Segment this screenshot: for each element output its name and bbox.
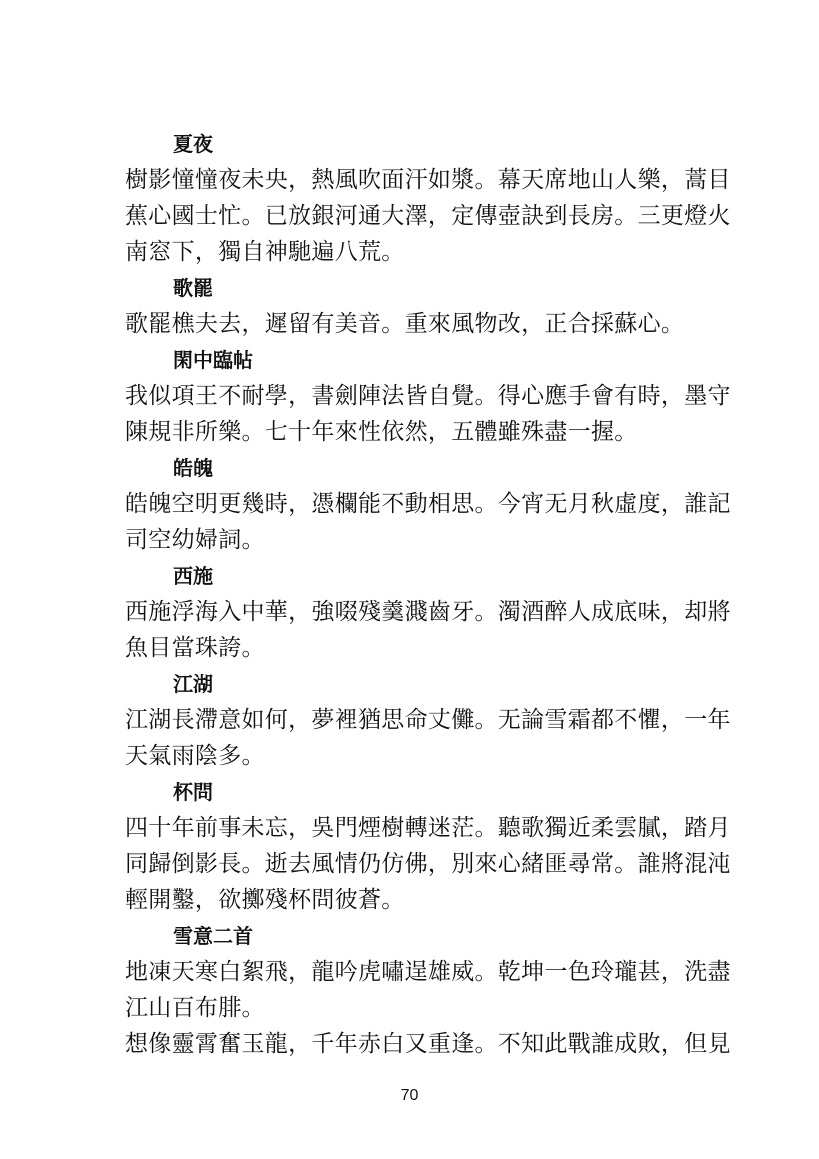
poem-line: 江湖長滯意如何，夢裡猶思命丈儺。无論雪霜都不懼，一年	[125, 707, 731, 733]
poem-title: 雪意二首	[173, 924, 253, 948]
poem-line: 四十年前事未忘，吳門煙樹轉迷茫。聽歌獨近柔雲膩，踏月	[125, 815, 731, 841]
poem-xishi	[125, 558, 731, 666]
poem-title: 閑中臨帖	[173, 348, 253, 372]
poem-xianzhong-linte	[125, 342, 731, 450]
poem-title: 歌罷	[173, 276, 213, 300]
poem-xiaye	[125, 126, 731, 270]
poem-xueyi-ershou	[125, 918, 731, 1062]
poem-title: 皓魄	[173, 456, 213, 480]
poem-line: 江山百布腓。	[125, 995, 265, 1021]
poem-line: 西施浮海入中華，強啜殘羹濺齒牙。濁酒醉人成底味，却將	[125, 599, 731, 625]
poem-geba	[125, 270, 725, 342]
poem-line: 輕開鑿，欲擲殘杯問彼蒼。	[125, 887, 405, 913]
poem-line: 司空幼婦詞。	[125, 527, 265, 553]
poem-line: 天氣雨陰多。	[125, 743, 265, 769]
poem-line: 我似項王不耐學，書劍陣法皆自覺。得心應手會有時，墨守	[125, 383, 731, 409]
poem-title: 江湖	[173, 672, 213, 696]
poem-line: 南窓下，獨自神馳遍八荒。	[125, 239, 405, 265]
poem-line: 蕉心國士忙。已放銀河通大澤，定傳壺訣到長房。三更燈火	[125, 203, 731, 229]
page-content	[125, 126, 731, 1062]
poem-beiwen	[125, 774, 731, 918]
poem-line: 皓魄空明更幾時，憑欄能不動相思。今宵无月秋虛度，誰記	[125, 491, 731, 517]
poem-line: 樹影憧憧夜未央，熱風吹面汗如漿。幕天席地山人樂，蒿目	[125, 167, 731, 193]
poem-haopo	[125, 450, 731, 558]
poem-line: 魚目當珠誇。	[125, 635, 265, 661]
poem-line: 地凍天寒白絮飛，龍吟虎嘯逞雄威。乾坤一色玲瓏甚，洗盡	[125, 959, 731, 985]
poem-title: 西施	[173, 564, 213, 588]
poem-title: 夏夜	[173, 132, 213, 156]
poem-line: 想像靈霄奮玉龍，千年赤白又重逢。不知此戰誰成敗，但見	[125, 1031, 731, 1057]
poem-jianghu	[125, 666, 731, 774]
poem-line: 陳規非所樂。七十年來性依然，五體雖殊盡一握。	[125, 419, 638, 445]
poem-title: 杯問	[173, 780, 213, 804]
page-number: 70	[400, 1087, 419, 1104]
poem-line: 歌罷樵夫去，遲留有美音。重來風物改，正合採蘇心。	[125, 311, 685, 337]
poem-line: 同歸倒影長。逝去風情仍仿佛，別來心緒匪尋常。誰將混沌	[125, 851, 731, 877]
